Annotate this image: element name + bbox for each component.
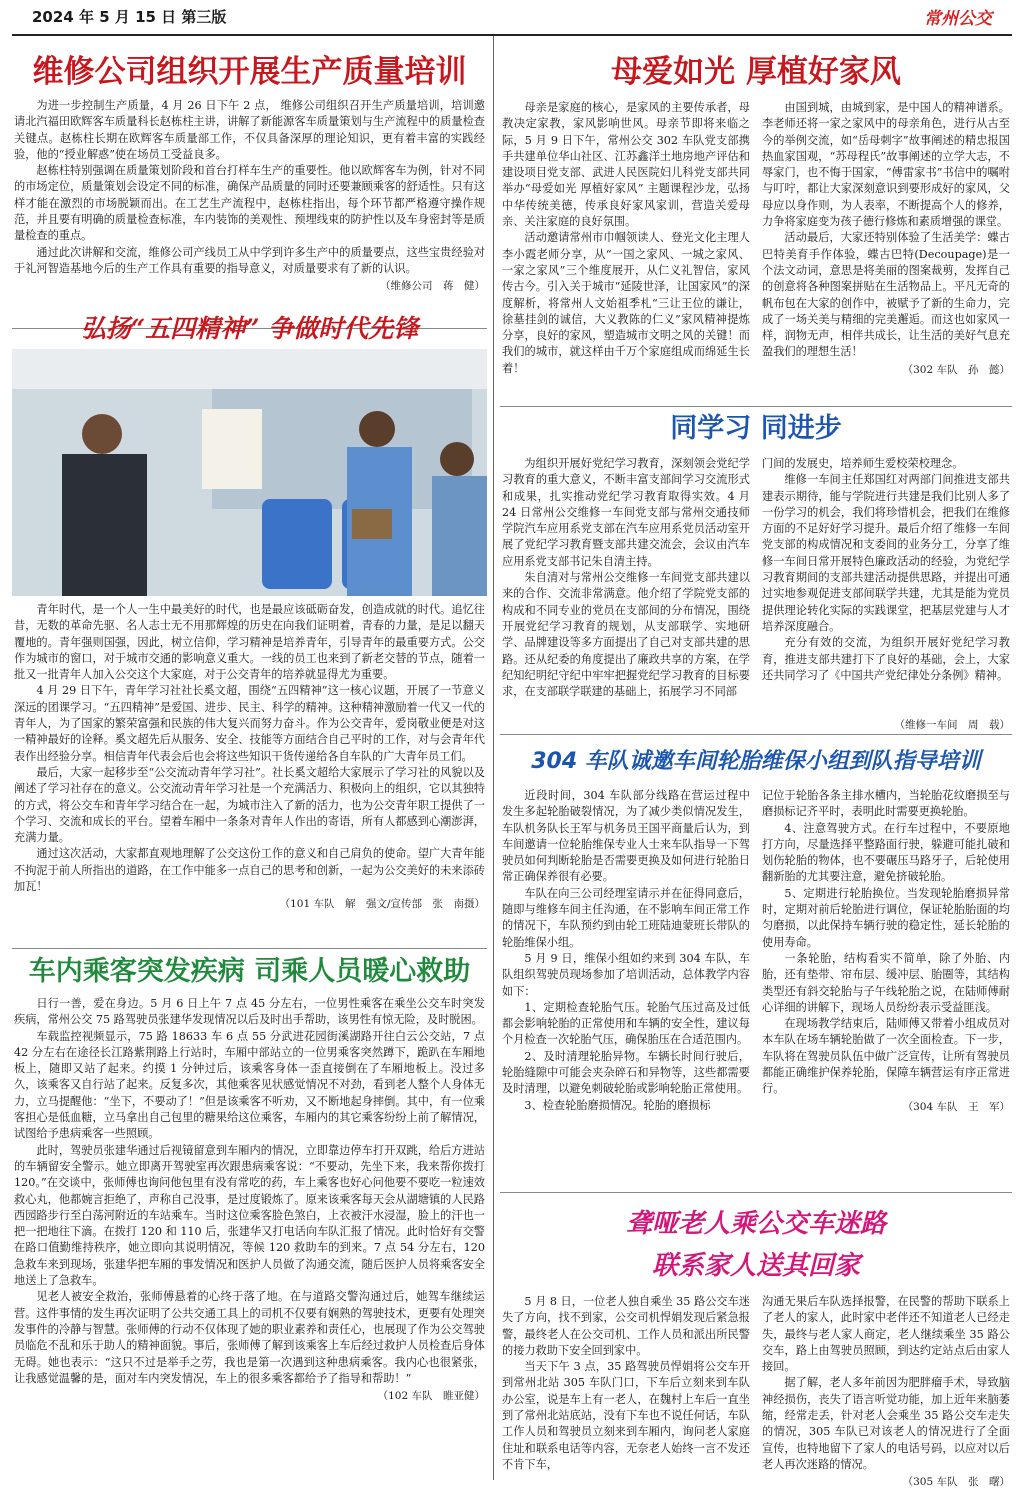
article-body-deaf-elderly xyxy=(502,1294,1010,1489)
byline: （维修公司 蒋 健） xyxy=(380,280,485,293)
paragraph: 最后，大家一起移步至“公交流动青年学习社”。社长奚文超给大家展示了学习社的风貌以及阐述了学习社存在的意义。公交流动青年学习社是一个充满活力、积极向上的组织，它以其独特的方式，将公交车和青年学习结合在一起，为城市注入了新的活力，也为公交青年职工提供了一个学习、交流和成长的平台。望着车厢中一条条对青年人作出的寄语，所有人都感到心潮澎湃，充满力量。 xyxy=(14,765,485,845)
text-column-left xyxy=(502,788,750,1184)
section-divider xyxy=(500,406,1012,407)
paragraph: 当天下午 3 点，35 路驾驶员悍娟将公交车开到常州北站 305 车队门口，下车后立刻来到车队办公室，说是车上有一老人，在魏村上车后一直坐到了常州北站底站，没有下车也不说任何话，车队工作人员和驾驶员立刻来到车厢内，询问老人家庭住址和联系电话等内容，无奈老人始终一言不发还不肯下车， xyxy=(502,1360,750,1471)
byline: （305 车队 张 曙） xyxy=(902,1476,1010,1489)
header-rule xyxy=(12,34,1012,36)
paragraph: 青年时代，是一个人一生中最美好的时代，也是最应该砥砺奋发，创造成就的时代。追忆往昔，无数的革命先驱、名人志士无不用那辉煌的历史在向我们证明着，青春的力量，是足以翻天覆地的。青年强则国强，因此，树立信仰，学习精神是培养青年，引导青年的最重要方式。公交作为城市的窗口，对于城市交通的影响意义重大。一线的员工也来到了新老交替的节点，随着一批又一批青年人加入公交这个大家庭，对于公交青年的培养就显得尤为重要。 xyxy=(14,603,485,682)
paragraph: 活动最后，大家还特别体验了生活美学：蝶古巴特美育手作体验，蝶古巴特(Decoupage)是一个法文动词，意思是将美丽的图案裁剪，发挥自己的创意将各种图案拼贴在生活物品上。平凡无奇的帆布包在大家的创作中，被赋予了新的生命力，完成了一场关美与精细的完美邂逅。而这也如家风一样，润物无声，相伴共成长，让生活的美好气息充盈我们的理想生活！ xyxy=(762,231,1010,359)
section-divider xyxy=(500,1192,1012,1193)
paragraph: 4 月 29 日下午，青年学习社社长奚文超，围绕“五四精神”这一核心议题，开展了一节意义深远的团课学习。“五四精神”是爱国、进步、民主、科学的精神。这种精神激励着一代又一代的青年人，为了国家的繁荣富强和民族的伟大复兴而努力奋斗。作为公交青年，爱岗敬业便是对这一精神最好的诠释。奚文超先后从服务、安全、技能等方面结合自己平时的工作，对与会青年代表作出经验分享。相信青年代表会后也会将这些知识干货传递给各自车队的广大青年员工们。 xyxy=(14,684,485,763)
article-body-study-together xyxy=(502,456,1010,726)
column-divider xyxy=(493,36,494,1480)
text-column-right xyxy=(762,1294,1010,1489)
paragraph: 门间的发展史，培养师生爱校荣校理念。 xyxy=(762,457,964,470)
text-column-left xyxy=(502,456,750,726)
article-title-passenger-rescue: 车内乘客突发疾病 司乘人员暖心救助 xyxy=(28,956,471,987)
paragraph: 在现场教学结束后，陆师傅又带着小组成员对本车队在场车辆轮胎做了一次全面检查。下一步，车队将在驾驶员队伍中做广泛宣传，让所有驾驶员都能正确维护保养轮胎，保障车辆营运有序正常进行。 xyxy=(762,1017,1010,1096)
byline: （302 车队 孙 懿） xyxy=(902,363,1010,376)
article-body-passenger-rescue xyxy=(14,996,485,1480)
byline: （101 车队 解 强文/宣传部 张 南摄） xyxy=(279,898,485,911)
section-divider xyxy=(12,948,487,949)
paragraph: 近段时间，304 车队部分线路在营运过程中发生多起轮胎破裂情况，为了减少类似情况发生，车队机务队长王军与机务员王国平商量后认为，到车间邀请一位轮胎维保专业人士来车队指导一下驾驶员如何判断轮胎是否需要更换及如何进行轮胎日常正确保养很有必要。 xyxy=(502,789,750,884)
paragraph: 此时，驾驶员张建华通过后视镜留意到车厢内的情况，立即靠边停车打开双跳，给后方进站的车辆留安全警示。她立即离开驾驶室再次跟患病乘客说：“不要动，先坐下来，我来帮你拨打 120。”在交谈中，张师傅也询问他包里有没有常吃的药，车上乘客也好心问他要不要吃一粒速效救心丸，他都婉言拒绝了，声称自己没事，是过度锻炼了。原来该乘客每天会从湖塘镇的人民路西园路步行至白荡河附近的车站乘车。当时这位乘客脸色煞白，上衣被汗水浸湿，脸上的汗也一把一把地往下滴。在拨打 120 和 110 后，张建华又打电话向车队汇报了情况。此时恰好有交警在路口值勤维持秩序，她立即向其说明情况，等候 120 救助车的到来。7 点 54 分左右，120 急救车来到现场，张建华把车厢的事发情况和医护人员做了沟通交流，随后医护人员将乘客安全地送上了急救车。 xyxy=(14,1143,485,1288)
page-header xyxy=(12,0,1012,34)
paragraph: 见老人被安全救治，张师傅悬着的心终于落了地。在与道路交警沟通过后，她驾车继续运营。这件事情的发生再次证明了公共交通工具上的司机不仅要有娴熟的驾驶技术，更要有处理突发事件的冷静与智慧。张师傅的行动不仅体现了她的职业素养和责任心，也展现了作为公交驾驶员临危不乱和乐于助人的精神面貌。事后，张师傅了解到该乘客上车后经过救护人员检查后身体无碍。她也表示：“这只不过是举手之劳，我也是第一次遇到这种患病乘客。我内心也很紧张，让我感觉温馨的是，面对车内突发情况，车上的很多乘客都给予了指导和帮助！” xyxy=(14,1290,485,1385)
article-title-may-fourth: 弘扬“五四精神” 争做时代先锋 xyxy=(80,314,419,343)
paragraph: 活动邀请常州市巾帼领读人、登光文化主理人李小霞老师分享，从“一国之家风、一城之家风、一家之家风”三个维度展开，从仁义礼智信，家风传古今。引入关于城市“延陵世泽，让国家风”的深度解析，将常州人文始祖季札“三让王位的谦让，徐墓挂剑的诚信，大义教陈的仁义”家风精神提炼分享，良好的家风，塑造城市文明之风的关键！而我们的城市，就这样由千万个家庭组成而绵延生长着！ xyxy=(502,231,750,375)
paragraph: 为组织开展好党纪学习教育，深刻领会党纪学习教育的重大意义，不断丰富支部间学习交流形式和成果，扎实推动党纪学习教育取得实效。4 月 24 日常州公交维修一车间党支部与常州交通技师学院汽车应用系党支部在汽车应用系党员活动室开展了党纪学习教育暨支部共建交流会，会议由汽车应用系党支部书记朱自清主持。 xyxy=(502,457,750,568)
article-title-family-values: 母爱如光 厚植好家风 xyxy=(611,54,901,90)
paragraph: 维修一车间主任郑国红对两部门间推进支部共建表示期待，能与学院进行共建是我们比别人多了一份学习的机会，我们将珍惜机会，把我们在维修方面的不足好好学习提升。最后介绍了维修一车间党支部的构成情况和支委间的业务分工，分享了维修一车间日常开展特色廉政活动的经验，为党纪学习教育期间的支部共建活动提供思路，并提出可通过实地参观促进支部间联学共建，尤其是能为党员提供理论转化实际的实践课堂，把基层党建与人才培养深度融合。 xyxy=(762,473,1010,633)
article-body-quality-training xyxy=(14,98,485,324)
paragraph: 充分有效的交流，为组织开展好党纪学习教育，推进支部共建打下了良好的基础，会上，大家还共同学习了《中国共产党纪律处分条例》精神。 xyxy=(762,636,1010,682)
article-title-tire-training: 304 车队诚邀车间轮胎维保小组到队指导培训 xyxy=(531,749,981,774)
article-body-tire-training xyxy=(502,788,1010,1184)
paragraph: 车队在向三公司经理室请示并在征得同意后，随即与维修车间主任沟通，在不影响车间正常工作的情况下，车队预约到由轮工班陆迪蒙班长带队的轮胎维保小组。 xyxy=(502,886,750,949)
newspaper-logo: 常州公交 xyxy=(924,9,992,29)
paragraph: 3、检查轮胎磨损情况。轮胎的磨损标 xyxy=(524,1098,711,1112)
paragraph: 一条轮胎，结构看实不简单，除了外胎、内胎，还有垫带、帘布层、缓冲层、胎圈等，其结构类型还有斜交轮胎与子午线轮胎之说，在陆师傅耐心详细的讲解下，现场人员纷纷表示受益匪浅。 xyxy=(762,951,1010,1014)
paragraph: 车载监控视频显示，75 路 18633 车 6 点 55 分武进花园街溪湖路开往白云公交站，7 点 42 分左右在途径长江路紫荆路上行站时，车厢中部站立的一位男乘客突然蹲下，跪趴在车厢地板上，随即又站了起来。约摸 1 分钟过后，该乘客身体一歪直接倒在了车厢地板上。没过多久，该乘客又自行站了起来。反复多次，其他乘客见状感觉情况不对劲，看到老人整个人身体无力，立马提醒他：“坐下，不要动了！”但是该乘客不听劝，又不断地起身摔倒。其中，有一位乘客担心是低血糖，立马拿出自己包里的糖果给这位乘客，车厢内的其它乘客纷纷上前了解情况，试图给予患病乘客一些照顾。 xyxy=(14,1029,485,1141)
paragraph: 沟通无果后车队选择报警，在民警的帮助下联系上了老人的家人，此时家中老伴还不知道老人已经走失，最终与老人家人商定，老人继续乘坐 35 路公交车，路上由驾驶员照顾，到达约定站点后由家人接回。 xyxy=(762,1295,1010,1374)
article-body-family-values xyxy=(502,100,1010,418)
byline: （维修一车间 周 载） xyxy=(894,719,1010,731)
paragraph: 5 月 8 日，一位老人独自乘坐 35 路公交车迷失了方向，找不到家，公交司机悍娟发现后紧急报警，最终老人在公交司机、工作人员和派出所民警的接力救助下安全回到家中。 xyxy=(502,1295,750,1357)
photo-illustration xyxy=(12,349,487,596)
text-column-right xyxy=(762,100,1010,418)
text-column-left xyxy=(502,1294,750,1480)
paragraph: 日行一善，爱在身边。5 月 6 日上午 7 点 45 分左右，一位男性乘客在乘坐公交车时突发疾病，常州公交 75 路驾驶员张建华发现情况以后及时出手帮助，该男性有惊无险，及时脱困。 xyxy=(14,997,485,1027)
paragraph: 朱自清对与常州公交维修一车间党支部共建以来的合作、交流非常满意。他介绍了学院党支部的构成和不同专业的党员在支部间的分布情况，围绕开展党纪学习教育的规划，从支部联学、实地研学、品牌建设等多方面提出了自己对支部共建的思路。还从纪委的角度提出了廉政共享的方案，在学纪知纪明纪守纪中牢牢把握党纪学习教育的目标要求，在支部联学联建的基础上，拓展学习不同部 xyxy=(502,571,750,699)
article-title-study-together: 同学习 同进步 xyxy=(670,413,842,444)
paragraph: 1、定期检查轮胎气压。轮胎气压过高及过低都会影响轮胎的正常使用和车辆的安全性，建议每个月检查一次轮胎气压，确保胎压在合适范围内。 xyxy=(502,1000,750,1047)
paragraph: 为进一步控制生产质量，4 月 26 日下午 2 点， 维修公司组织召开生产质量培训，培训邀请北汽福田欧辉客车质量科长赵栋柱主讲，讲解了新能源客车质量策划与生产流程中的质量检查关键点。赵栋柱长期在欧辉客车质量部工作，不仅具备深厚的理论知识，更有着丰富的实践经验，他的“授业解惑”使在场员工受益良多。 xyxy=(14,99,485,161)
byline: （304 车队 王 军） xyxy=(902,1100,1010,1113)
issue-date: 2024 年 5 月 15 日 第三版 xyxy=(32,8,227,26)
paragraph: 5、定期进行轮胎换位。当发现轮胎磨损异常时，定期对前后轮胎进行调位，保证轮胎胎面的均匀磨损，以此保持车辆行驶的稳定性，延长轮胎的使用寿命。 xyxy=(762,886,1010,949)
article-title-quality-training: 维修公司组织开展生产质量培训 xyxy=(32,54,467,90)
paragraph: 由国到城，由城到家，是中国人的精神谱系。李老师还将一家之家风中的母亲角色，进行从古至今的举例交流，如“岳母刺字”故事阐述的精忠报国热血家国观，“苏母程氏”故事阐述的立学大志，不辱家门，也不悔于国家，“傅雷家书”书信中的嘱咐与叮咛，都让大家深刻意识到要形成好的家风，父母应以身作则，为人表率，不断提高个人的修养，力争将家庭变为孩子德行修炼和素质增强的课堂。 xyxy=(762,101,1010,229)
paragraph: 母亲是家庭的核心，是家风的主要传承者，母教决定家教，家风影响世风。母亲节即将来临之际，5 月 9 日下午，常州公交 302 车队党支部携手共建单位华山社区、江苏鑫洋土地房地产评估和建设项目党支部、武进人民医院妇儿科党支部共同举办“母爱如光 厚植好家风” 主题课程沙龙，弘扬中华传统美德，传承良好家风家训，营造关爱母亲、关注家庭的良好氛围。 xyxy=(502,101,750,229)
paragraph: 5 月 9 日，维保小组如约来到 304 车队，车队组织驾驶员现场参加了培训活动，总体教学内容如下： xyxy=(502,951,750,998)
text-column-right xyxy=(762,788,1010,1184)
paragraph: 2、及时清理轮胎异物。车辆长时间行驶后，轮胎缝隙中可能会夹杂碎石和异物等，这些都需要及时清理，以避免刺破轮胎或影响轮胎正常使用。 xyxy=(502,1049,750,1096)
byline: （102 车队 睢亚健） xyxy=(377,1390,485,1403)
article-subtitle-deaf-elderly: 联系家人送其回家 xyxy=(651,1251,860,1281)
section-divider xyxy=(500,734,1012,735)
paragraph: 赵栋柱特别强调在质量策划阶段和首台打样车生产的重要性。他以欧辉客车为例，针对不同的市场定位，质量策划会设定不同的标准，确保产品质量的同时还要兼顾乘客的舒适性。只有这样才能在激烈的市场脱颖而出。在工艺生产流程中，赵栋柱指出，每个环节都严格遵守操作规范，并且要有明确的质量检查标准，车内装饰的美观性、预埋线束的防护性以及车身密封等是质量检查的重点。 xyxy=(14,164,485,243)
paragraph: 记位于轮胎各条主排水槽内，当轮胎花纹磨损至与磨损标记齐平时，表明此时需要更换轮胎。 xyxy=(762,789,1010,819)
article-body-may-fourth xyxy=(14,602,485,928)
article-title-deaf-elderly: 聋哑老人乘公交车迷路 xyxy=(625,1209,886,1239)
text-column-left xyxy=(502,100,750,418)
paragraph: 通过此次讲解和交流，维修公司产线员工从中学到许多生产中的质量要点，这些宝贵经验对于礼河智造基地今后的生产工作具有重要的指导意义，对质量要求有了新的认识。 xyxy=(14,245,485,275)
paragraph: 通过这次活动，大家都直观地理解了公交这份工作的意义和自己肩负的使命。望广大青年能不拘泥于前人所指出的道路，在工作中能多一点自己的思考和创新，一起为公交美好的未来添砖加瓦！ xyxy=(14,847,485,894)
paragraph: 据了解，老人多年前因为肥胖瘤手术，导致脑神经损伤，丧失了语言听觉功能，加上近年来脑萎缩，经常走丢，针对老人会乘坐 35 路公交车走失的情况，305 车队已对该老人的情况进行了全面宣传，也特地留下了家人的电话号码，以应对以后老人再次迷路的情况。 xyxy=(762,1376,1010,1471)
paragraph: 4、注意驾驶方式。在行车过程中，不要原地打方向，尽量选择平整路面行驶，躲避可能扎破和划伤轮胎的物体，也不要碾压马路牙子，后轮使用翻新胎的尤其要注意，避免挤破轮胎。 xyxy=(762,821,1010,884)
bus-training-photo xyxy=(12,349,487,596)
text-column-right xyxy=(762,456,1010,726)
